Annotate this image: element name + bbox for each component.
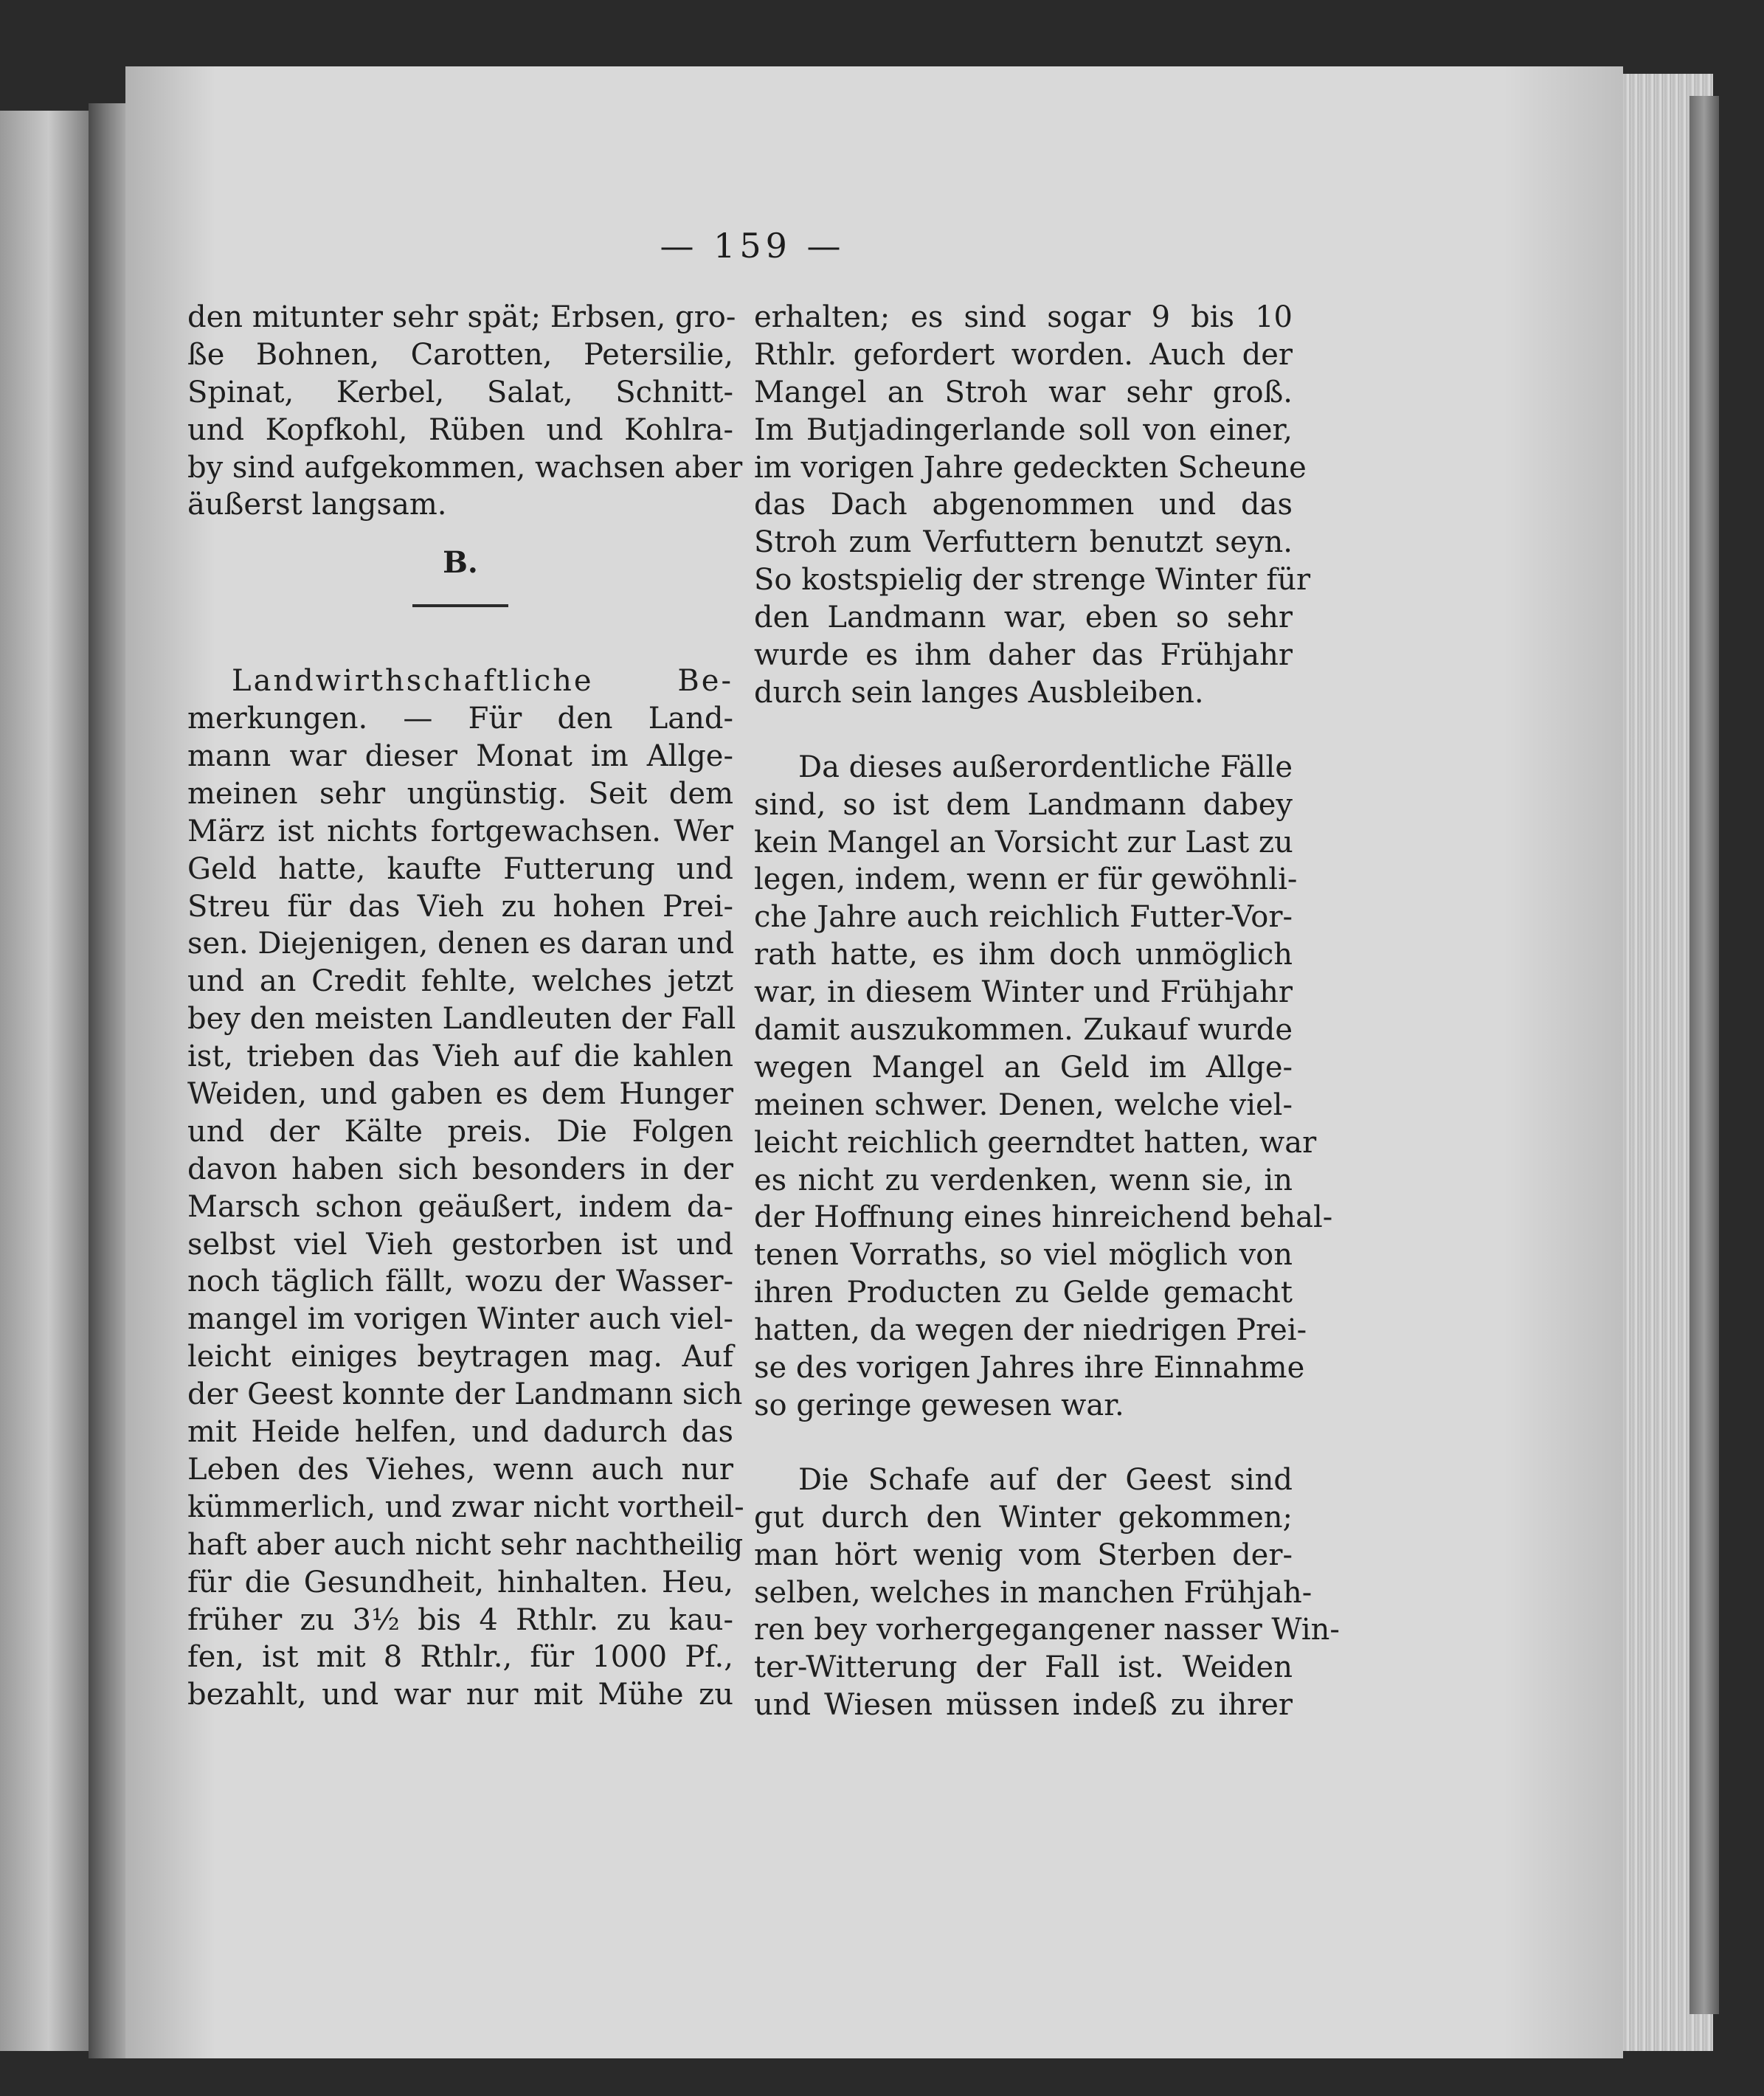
text-line: rath hatte, es ihm doch unmöglich [754, 938, 1293, 972]
text-line: Da dieses außerordentliche Fälle [798, 750, 1293, 784]
text-line: Streu für das Vieh zu hohen Prei- [187, 889, 733, 924]
text-line: che Jahre auch reichlich Futter-Vor- [754, 900, 1293, 935]
text-line: den Landmann war, eben so sehr [754, 601, 1293, 635]
text-line: mit Heide helfen, und dadurch das [187, 1415, 733, 1450]
text-line: Weiden, und gaben es dem Hunger [187, 1077, 733, 1112]
text-line: meinen schwer. Denen, welche viel- [754, 1087, 1293, 1122]
text-line: man hört wenig vom Sterben der- [754, 1538, 1293, 1572]
text-line: ihren Producten zu Gelde gemacht [754, 1276, 1293, 1310]
text-line: wurde es ihm daher das Frühjahr [754, 638, 1293, 673]
text-line: davon haben sich besonders in der [187, 1152, 733, 1186]
text-line: März ist nichts fortgewachsen. Wer [187, 814, 733, 848]
text-line: meinen sehr ungünstig. Seit dem [187, 776, 733, 811]
section-letter: B. [443, 545, 478, 581]
text-line: war, in diesem Winter und Frühjahr [754, 975, 1293, 1010]
text-line: und der Kälte preis. Die Folgen [187, 1114, 733, 1149]
text-line: merkungen. — Für den Land- [187, 702, 733, 736]
text-line: sind, so ist dem Landmann dabey [754, 787, 1293, 822]
text-line: Leben des Viehes, wenn auch nur [187, 1452, 733, 1487]
text-line: bezahlt, und war nur mit Mühe zu [187, 1678, 733, 1712]
text-line: kümmerlich, und zwar nicht vortheil- [187, 1490, 744, 1524]
text-line: Stroh zum Verfuttern benutzt seyn. [754, 525, 1293, 560]
text-line: selbst viel Vieh gestorben ist und [187, 1227, 733, 1262]
text-line: legen, indem, wenn er für gewöhnli- [754, 862, 1298, 897]
text-line: früher zu 3½ bis 4 Rthlr. zu kau- [187, 1602, 733, 1637]
section-divider [412, 604, 508, 607]
text-line: gut durch den Winter gekommen; [754, 1500, 1293, 1535]
text-line: selben, welches in manchen Frühjah- [754, 1575, 1312, 1610]
text-line: damit auszukommen. Zukauf wurde [754, 1013, 1293, 1048]
text-line: Mangel an Stroh war sehr groß. [754, 375, 1293, 409]
text-line: Spinat, Kerbel, Salat, Schnitt- [187, 375, 733, 409]
text-line: wegen Mangel an Geld im Allge- [754, 1050, 1293, 1085]
text-line: by sind aufgekommen, wachsen aber [187, 450, 743, 485]
paragraph-gap [754, 712, 1293, 749]
text-line: ter-Witterung der Fall ist. Weiden [754, 1650, 1293, 1685]
text-line: und an Credit fehlte, welches jetzt [187, 964, 733, 999]
text-line: ren bey vorhergegangener nasser Win- [754, 1613, 1340, 1647]
text-line: mangel im vorigen Winter auch viel- [187, 1302, 733, 1337]
text-line: haft aber auch nicht sehr nachtheilig [187, 1527, 744, 1562]
text-line: erhalten; es sind sogar 9 bis 10 [754, 300, 1293, 334]
left-page-edge [0, 111, 89, 2051]
text-line: für die Gesundheit, hinhalten. Heu, [187, 1565, 733, 1599]
text-line: ist, trieben das Vieh auf die kahlen [187, 1040, 733, 1074]
text-line: sen. Diejenigen, denen es daran und [187, 927, 735, 961]
text-line: noch täglich fällt, wozu der Wasser- [187, 1265, 733, 1299]
page-number: — 159 — [660, 226, 845, 266]
text-line: tenen Vorraths, so viel möglich von [754, 1238, 1293, 1273]
text-line: leicht reichlich geerndtet hatten, war [754, 1125, 1317, 1160]
text-line: und Wiesen müssen indeß zu ihrer [754, 1688, 1293, 1723]
text-line: hatten, da wegen der niedrigen Prei- [754, 1313, 1307, 1348]
text-line: und Kopfkohl, Rüben und Kohlra- [187, 412, 733, 447]
left-column [187, 299, 744, 1714]
text-line: se des vorigen Jahres ihre Einnahme [754, 1351, 1305, 1386]
text-line: ße Bohnen, Carotten, Petersilie, [187, 337, 733, 372]
text-line: Rthlr. gefordert worden. Auch der [754, 337, 1293, 372]
text-line: fen, ist mit 8 Rthlr., für 1000 Pf., [187, 1640, 733, 1675]
text-line: das Dach abgenommen und das [754, 488, 1293, 522]
text-line: im vorigen Jahre gedeckten Scheune [754, 450, 1307, 485]
text-line: äußerst langsam. [187, 488, 447, 522]
text-line: Landwirthschaftliche Be- [232, 664, 733, 699]
text-line: kein Mangel an Vorsicht zur Last zu [754, 825, 1293, 860]
book-cover-edge [1689, 96, 1719, 2014]
text-line: der Hoffnung eines hinreichend behal- [754, 1200, 1333, 1235]
text-line: Geld hatte, kaufte Futterung und [187, 851, 733, 886]
text-line: Marsch schon geäußert, indem da- [187, 1189, 733, 1224]
text-line: Die Schafe auf der Geest sind [798, 1462, 1293, 1497]
text-line: es nicht zu verdenken, wenn sie, in [754, 1163, 1293, 1197]
paragraph-gap [754, 1425, 1293, 1462]
text-line: der Geest konnte der Landmann sich [187, 1377, 743, 1412]
text-line: So kostspielig der strenge Winter für [754, 563, 1311, 598]
text-line: mann war dieser Monat im Allge- [187, 739, 733, 774]
text-line: so geringe gewesen war. [754, 1388, 1124, 1422]
text-line: Im Butjadingerlande soll von einer, [754, 412, 1293, 447]
text-line: leicht einiges beytragen mag. Auf [187, 1340, 733, 1374]
text-line: bey den meisten Landleuten der Fall [187, 1002, 736, 1037]
text-line: den mitunter sehr spät; Erbsen, gro- [187, 300, 736, 334]
right-column [754, 299, 1340, 1724]
text-line: durch sein langes Ausbleiben. [754, 675, 1204, 710]
